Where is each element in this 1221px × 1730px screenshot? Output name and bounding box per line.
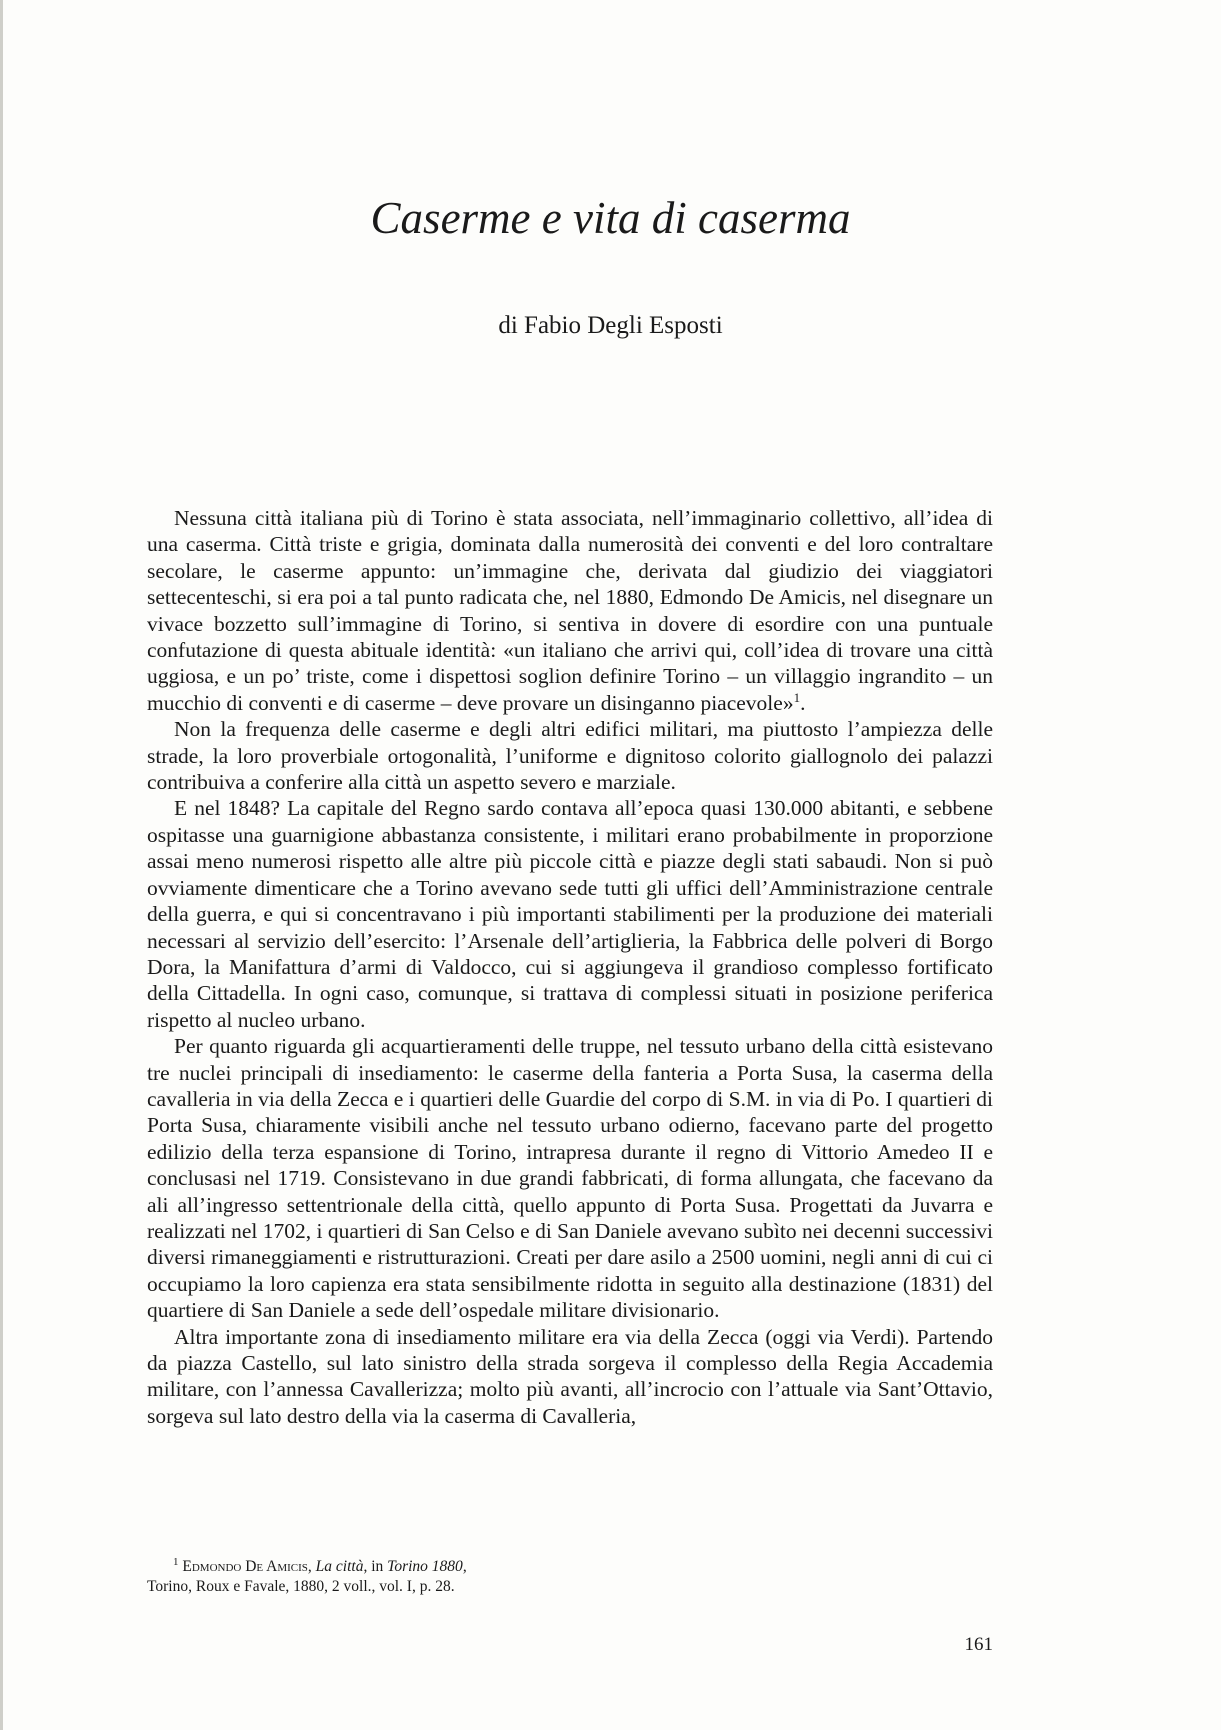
chapter-title: Caserme e vita di caserma: [370, 193, 851, 243]
paragraph: E nel 1848? La capitale del Regno sardo contava all’epoca quasi 130.000 abitanti, e sebbene ospitasse una guarnigione abbastanza consistente, i militari erano probabilmente in proporzione assai meno numerosi rispetto alle altre più piccole città e piazze degli stati sabaudi. Non si può ovviamente dimenticare che a Torino avevano sede tutti gli uffici dell’Amministrazione centrale della guerra, e qui si concentravano i più importanti stabilimenti per la produzione dei materiali necessari al servizio dell’esercito: l’Arsenale dell’artiglieria, la Fabbrica delle polveri di Borgo Dora, la Manifattura d’armi di Valdocco, cui si aggiungeva il grandioso complesso fortificato della Cittadella. In ogni caso, comunque, si trattava di complessi situati in posizione periferica rispetto al nucleo urbano.: [147, 796, 993, 1032]
author-byline: di Fabio Degli Esposti: [498, 312, 723, 339]
paragraph-text: Nessuna città italiana più di Torino è stata associata, nell’immaginario collettivo, all’idea di una caserma. Città triste e grigia, dominata dalla numerosità dei conventi e del loro contraltare secolare, le caserme appunto: un’immagine che, derivata dal giudizio dei viaggiatori settecenteschi, si era poi a tal punto radicata che, nel 1880, Edmondo De Amicis, nel disegnare un vivace bozzetto sull’immagine di Torino, si sentiva in dovere di esordire con una puntuale confutazione di questa abituale identità: «un italiano che arrivi qui, coll’idea di trovare una città uggiosa, e un po’ triste, come i dispettosi soglion definire Torino – un villaggio ingrandito – un mucchio di conventi e di caserme – deve provare un disinganno piacevole»: [147, 506, 993, 715]
footnote-line-1: [147, 1557, 993, 1577]
footnote-in: , in: [363, 1558, 388, 1575]
body-text: [147, 505, 993, 1429]
paragraph: Per quanto riguarda gli acquartieramenti delle truppe, nel tessuto urbano della città esistevano tre nuclei principali di insediamento: le caserme della fanteria a Porta Susa, la caserma della cavalleria in via della Zecca e i quartieri delle Guardie del corpo di S.M. in via di Po. I quartieri di Porta Susa, chiaramente visibili anche nel tessuto urbano odierno, facevano parte del progetto edilizio della terza espansione di Torino, intrapresa durante il regno di Vittorio Amedeo II e conclusasi nel 1719. Consistevano in due grandi fabbricati, di forma allungata, che facevano da ali all’ingresso settentrionale della città, quello appunto di Porta Susa. Progettati da Juvarra e realizzati nel 1702, i quartieri di San Celso e di San Daniele avevano subìto nei decenni successivi diversi rimaneggiamenti e ristrutturazioni. Creati per dare asilo a 2500 uomini, negli anni di cui ci occupiamo la loro capienza era stata sensibilmente ridotta in seguito alla destinazione (1831) del quartiere di San Daniele a sede dell’ospedale militare divisionario.: [147, 1034, 994, 1323]
footnote-details: Torino, Roux e Favale, 1880, 2 voll., vol. I, p. 28.: [147, 1578, 455, 1595]
page-edge: [0, 0, 3, 1730]
paragraph: [147, 505, 993, 716]
footnote-number: 1: [173, 1555, 179, 1568]
footnote-separator: ,: [462, 1558, 467, 1575]
footnote-separator: ,: [307, 1558, 312, 1575]
page-number: 161: [964, 1634, 993, 1655]
footnote-collection: Torino 1880: [387, 1558, 463, 1575]
footnote-reference[interactable]: 1: [793, 689, 801, 705]
paragraph-end-punctuation: .: [800, 690, 806, 715]
footnote-author: Edmondo De Amicis: [182, 1558, 308, 1575]
footnote: [147, 1557, 993, 1597]
paragraph: Altra importante zona di insediamento militare era via della Zecca (oggi via Verdi). Partendo da piazza Castello, sul lato sinistro della strada sorgeva il complesso della Regia Accademia militare, con l’annessa Cavallerizza; molto più avanti, all’incrocio con l’attuale via Sant’Ottavio, sorgeva sul lato destro della via la caserma di Cavalleria,: [147, 1324, 993, 1428]
footnote-work-title: La città: [315, 1558, 364, 1575]
paragraph: Non la frequenza delle caserme e degli altri edifici militari, ma piuttosto l’ampiezza delle strade, la loro proverbiale ortogonalità, l’uniforme e dignitoso colorito giallognolo dei palazzi contribuiva a conferire alla città un aspetto severo e marziale.: [147, 717, 993, 795]
